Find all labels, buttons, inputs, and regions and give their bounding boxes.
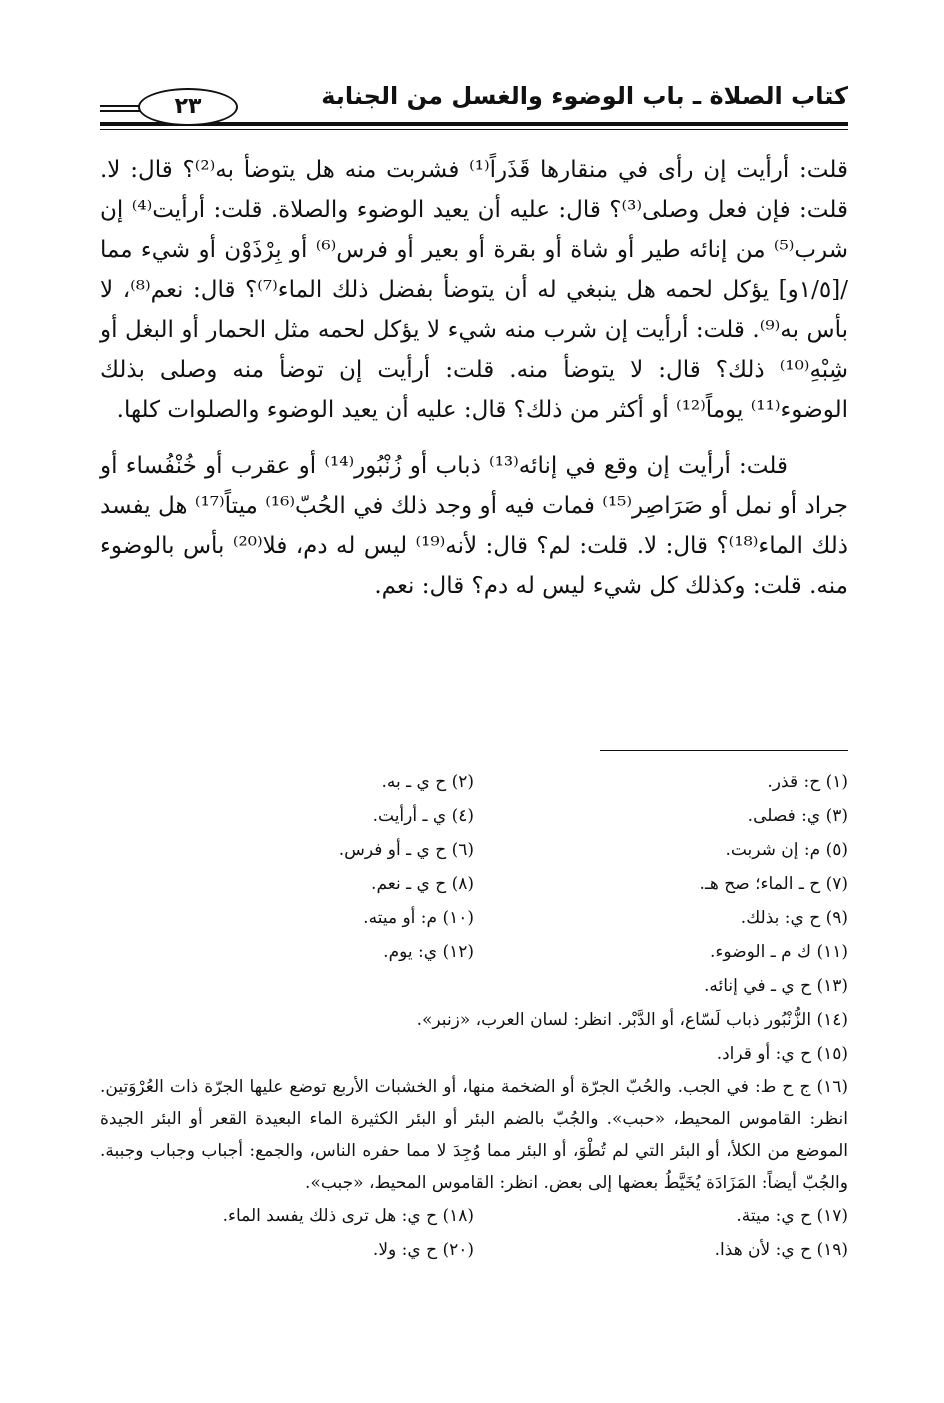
page-number: ٢٣ [138, 88, 238, 126]
paragraph: قلت: أرأيت إن رأى في منقارها قَذَراً⁽¹⁾ فشربت منه هل يتوضأ به⁽²⁾؟ قال: لا. قلت: فإن فعل وصلى⁽³⁾؟ قال: عليه أن يعيد الوضوء والصلاة. قلت: أرأيت⁽⁴⁾ إن شرب⁽⁵⁾ من إنائه طير أو شاة أو بقرة أو بعير أو فرس⁽⁶⁾ أو بِرْذَوْن أو شيء مما /[١/٥و] يؤكل لحمه هل ينبغي له أن يتوضأ بفضل ذلك الماء⁽⁷⁾؟ قال: نعم⁽⁸⁾، لا بأس به⁽⁹⁾. قلت: أرأيت إن شرب منه شيء لا يؤكل لحمه مثل الحمار أو البغل أو شِبْهِ⁽¹⁰⁾ ذلك؟ قال: لا يتوضأ منه. قلت: أرأيت إن توضأ منه وصلى بذلك الوضوء⁽¹¹⁾ يوماً⁽¹²⁾ أو أكثر من ذلك؟ قال: عليه أن يعيد الوضوء والصلوات كلها. [100, 157, 849, 423]
footnote: (٤) ي ـ أرأيت. [372, 806, 474, 826]
footnote: (١٨) ح ي: هل ترى ذلك يفسد الماء. [222, 1206, 474, 1226]
footnote-separator [600, 750, 848, 751]
footnote: (٣) ي: فصلى. [747, 806, 848, 826]
footnote: (١) ح: قذر. [767, 772, 848, 792]
footnote: (٧) ح ـ الماء؛ صح هـ. [699, 874, 848, 894]
footnote: (٦) ح ي ـ أو فرس. [338, 840, 474, 860]
footnote: (١٩) ح ي: لأن هذا. [714, 1240, 848, 1260]
footnote: (٨) ح ي ـ نعم. [371, 874, 474, 894]
footnotes [100, 765, 848, 1267]
header-rule-thin [100, 129, 848, 130]
header-rule-left-upper [100, 105, 140, 107]
footnote: (٥) م: إن شربت. [725, 840, 848, 860]
running-title: كتاب الصلاة ـ باب الوضوء والغسل من الجنابة [321, 82, 848, 110]
footnote: (٢٠) ح ي: ولا. [372, 1240, 474, 1260]
footnote: (١٧) ح ي: ميتة. [736, 1206, 848, 1226]
footnote: (٩) ح ي: بذلك. [740, 908, 848, 928]
page-header [100, 82, 848, 134]
footnote: (١١) ك م ـ الوضوء. [710, 942, 848, 962]
footnote: (١٣) ح ي ـ في إنائه. [704, 976, 848, 996]
footnote: (١٥) ح ي: أو قراد. [716, 1044, 848, 1064]
footnote: (١٢) ي: يوم. [383, 942, 474, 962]
main-text [100, 150, 848, 622]
footnote: (١٦) ج ح ط: في الجب. والحُبّ الجرّة أو الضخمة منها، أو الخشبات الأربع توضع عليها الجرّة ذات العُرْوَتين. انظر: القاموس المحيط، «حبب». والجُبّ بالضم البئر أو البئر الكثيرة الماء البعيدة القعر أو البئر الجيدة الموضع من الكلأ، أو البئر التي لم تُطْوَ، أو البئر مما وُجِدَ لا مما حفره الناس، والجمع: أجباب وجباب وجببة. والجُبّ أيضاً: المَزَادَة يُخَيَّطُ بعضها إلى بعض. انظر: القاموس المحيط، «جبب». [100, 1077, 848, 1193]
footnote: (١٤) الزُّنْبُور ذباب لَسّاع، أو الدَّبْر. انظر: لسان العرب، «زنبر». [416, 1010, 848, 1030]
header-rule-left-lower [100, 110, 140, 112]
footnote: (٢) ح ي ـ به. [381, 772, 474, 792]
footnote: (١٠) م: أو ميته. [363, 908, 474, 928]
paragraph: قلت: أرأيت إن وقع في إنائه⁽¹³⁾ ذباب أو زُنْبُور⁽¹⁴⁾ أو عقرب أو خُنْفُساء أو جراد أو نمل أو صَرَاصِر⁽¹⁵⁾ فمات فيه أو وجد ذلك في الحُبّ⁽¹⁶⁾ ميتاً⁽¹⁷⁾ هل يفسد ذلك الماء⁽¹⁸⁾؟ قال: لا. قلت: لم؟ قال: لأنه⁽¹⁹⁾ ليس له دم، فلا⁽²⁰⁾ بأس بالوضوء منه. قلت: وكذلك كل شيء ليس له دم؟ قال: نعم. [100, 453, 848, 599]
